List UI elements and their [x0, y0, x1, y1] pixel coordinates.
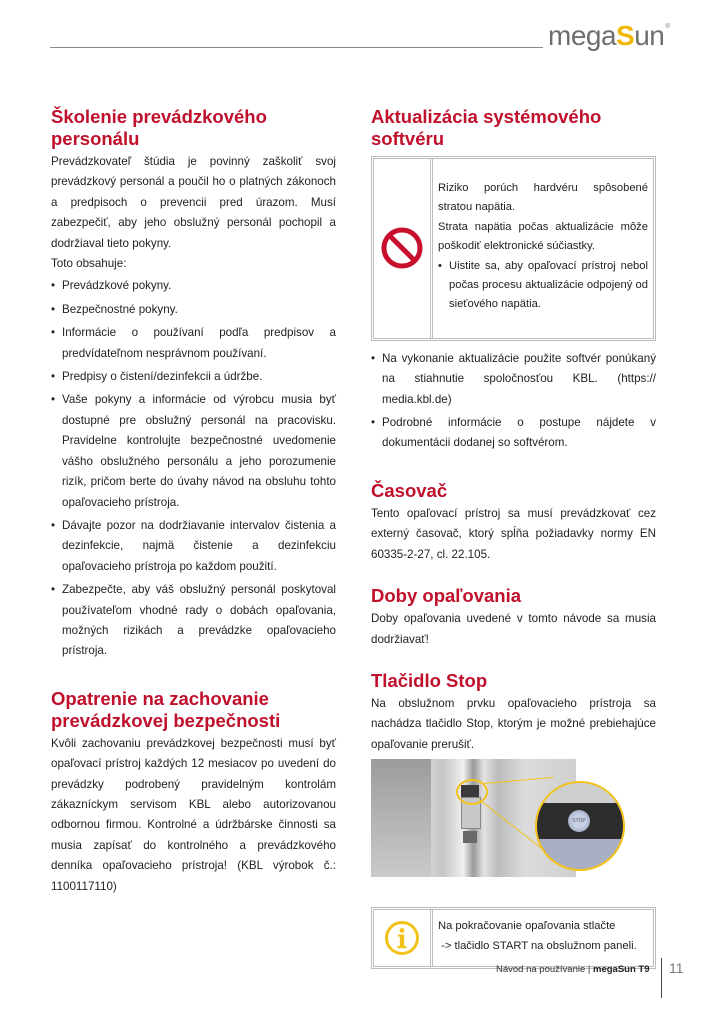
list-item: • Dávajte pozor na dodržiavanie intervalov čistenia a dezinfekcie, najmä čistenie a dezinfekciu opaľovacieho prístroja po každom použití.	[51, 516, 336, 577]
warning-notice	[371, 156, 656, 341]
heading-stop-button: Tlačidlo Stop	[371, 669, 488, 691]
tanning-times-body: Doby opaľovania uvedené v tomto návode sa musia dodržiavať!	[371, 612, 656, 646]
right-column	[371, 106, 656, 989]
section-safety	[51, 688, 336, 897]
info-icon-cell	[374, 910, 433, 966]
heading-update: Aktualizácia systémového softvéru	[371, 106, 602, 149]
photo-door-panel	[371, 759, 431, 877]
list-item: • Na vykonanie aktualizácie použite softvér ponúkaný na stiahnutie spoločnosťou KBL. (https:// media.kbl.de)	[371, 349, 656, 410]
prohibition-icon	[381, 227, 423, 269]
info-line-1: Na pokračovanie opaľovania stlačte	[438, 920, 616, 933]
registered-mark: ®	[665, 24, 670, 30]
logo-text-un: un	[634, 20, 665, 51]
logo-text-s: S	[616, 20, 635, 51]
notice-text-cell	[433, 159, 653, 338]
update-list	[371, 349, 656, 454]
section-update	[371, 106, 656, 454]
stop-button-body: Na obslužnom prvku opaľovacieho prístroja sa nachádza tlačidlo Stop, ktorým je možné prebiehajúce opaľovanie prerušiť.	[371, 696, 656, 751]
list-item: • Prevádzkové pokyny.	[51, 276, 336, 296]
page-number: 11	[669, 960, 684, 976]
training-intro: Prevádzkovateľ štúdia je povinný zaškoliť svoj prevádzkový personál a poučil ho o platných zákonoch a predpisoch o prevencii pred úrazom. Musí zabezpečiť, aby jeho obslužný personál pochopil a dodržiaval tieto pokyny.	[51, 155, 336, 250]
notice-icon-cell	[374, 159, 433, 338]
notice-line-1: Riziko porúch hardvéru spôsobené stratou napätia.	[438, 182, 648, 214]
notice-list	[438, 257, 648, 315]
info-icon	[384, 920, 420, 956]
footer-divider	[661, 958, 662, 998]
logo-text-mega: mega	[548, 20, 617, 51]
notice-line-2: Strata napätia počas aktualizácie môže poškodiť elektronické súčiastky.	[438, 220, 648, 253]
photo-zoom-detail	[535, 781, 625, 871]
list-item: • Podrobné informácie o postupe nájdete v dokumentácii dodanej so softvérom.	[371, 413, 656, 454]
training-contains-label: Toto obsahuje:	[51, 257, 127, 271]
footer-doc-title	[496, 964, 650, 975]
footer-product: megaSun T9	[593, 964, 650, 975]
info-line-2: -> tlačidlo START na obslužnom paneli.	[438, 940, 637, 953]
stop-button-photo	[371, 759, 586, 877]
training-list	[51, 276, 336, 661]
section-training	[51, 106, 336, 662]
list-item: • Zabezpečte, aby váš obslužný personál poskytoval používateľom vhodné rady o dobách opaľovania, možných rizikách a prevádzke opaľovacieho prístroja.	[51, 580, 336, 662]
header-rule	[50, 47, 543, 48]
heading-tanning-times: Doby opaľovania	[371, 585, 522, 607]
section-tanning-times	[371, 585, 656, 650]
photo-connector-line	[479, 799, 543, 849]
info-text-cell	[433, 910, 653, 966]
photo-small-box	[463, 831, 477, 843]
list-item: • Vaše pokyny a informácie od výrobcu musia byť dostupné pre obslužný personál na pracovisku. Pravidelne kontrolujte bezpečnostné uvedomenie vášho obslužného personálu a jeho porozumenie rizík, pričom berte do úvahy návod na obsluhu tohto opaľovacieho prístroja.	[51, 390, 336, 512]
left-column	[51, 106, 336, 917]
heading-safety: Opatrenie na zachovanie prevádzkovej bezpečnosti	[51, 687, 281, 731]
section-stop-button	[371, 670, 656, 969]
list-item: • Informácie o používaní podľa predpisov a predvídateľnom nesprávnom používaní.	[51, 323, 336, 364]
list-item: • Bezpečnostné pokyny.	[51, 300, 336, 320]
section-timer	[371, 480, 656, 565]
heading-timer: Časovač	[371, 479, 448, 501]
footer-doc-label: Návod na používanie |	[496, 964, 594, 975]
zoom-top	[537, 783, 623, 803]
notice-bullet: • Uistite sa, aby opaľovací prístroj nebol počas procesu aktualizácie odpojený od sieťového napätia.	[438, 257, 648, 315]
heading-training: Školenie prevádzkového personálu	[51, 106, 267, 149]
timer-body: Tento opaľovací prístroj sa musí prevádzkovať cez externý časovač, ktorý spĺňa požiadavky normy EN 60335-2-27, cl. 22.105.	[371, 506, 656, 561]
list-item: • Predpisy o čistení/dezinfekcii a údržbe.	[51, 367, 336, 387]
safety-body: Kvôli zachovaniu prevádzkovej bezpečnosti musí byť opaľovací prístroj každých 12 mesiacov po uvedení do prevádzky podrobený pravidelným kontrolám zákazníckym servisom KBL alebo autorizovanou odbornou firmou. Kontrolné a údržbárske činnosti sa musia zapísať do kontrolného a prevádzkového denníka opaľovacieho prístroja! (KBL výrobok č.: 1100117110)	[51, 736, 336, 893]
info-notice	[371, 907, 656, 969]
stop-button-image: STOP	[568, 810, 590, 832]
megasun-logo	[548, 20, 668, 52]
